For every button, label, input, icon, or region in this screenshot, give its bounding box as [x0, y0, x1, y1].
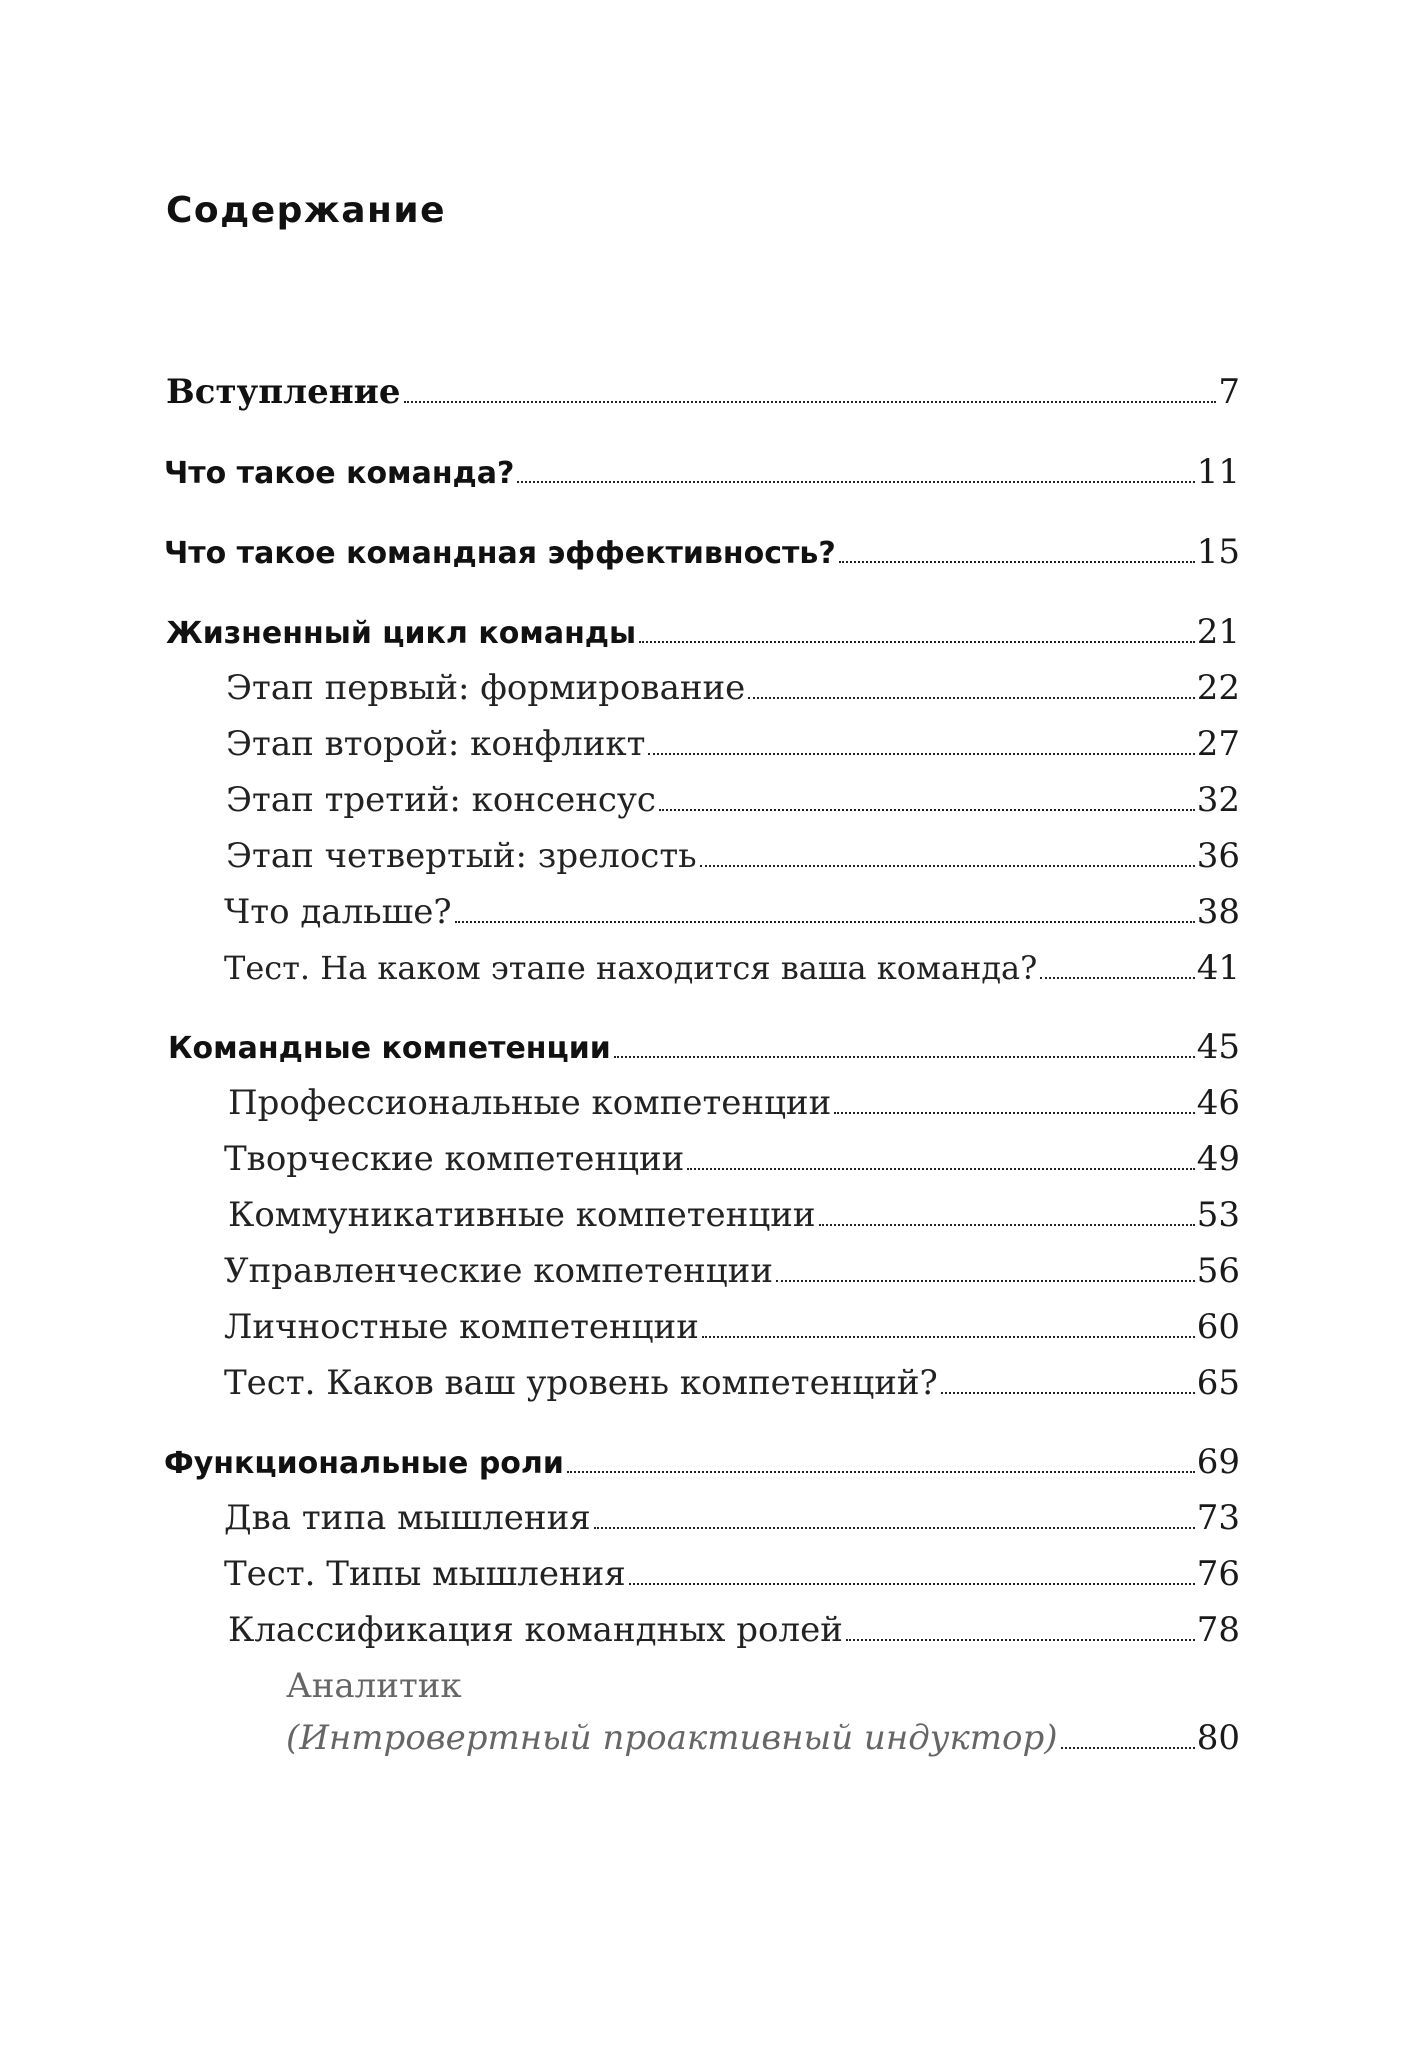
toc-entry-test-stage[interactable] [224, 948, 1240, 988]
toc-entry-page: 45 [1196, 1027, 1240, 1067]
toc-entry-label: Вступление [166, 372, 401, 412]
toc-entry-label: Два типа мышления [224, 1498, 591, 1538]
toc-entry-test-competencies[interactable] [224, 1363, 1240, 1403]
toc-entry-label: Что такое команда? [164, 456, 515, 491]
dot-leader [687, 1168, 1194, 1170]
toc-entry-label: Аналитик [286, 1666, 462, 1706]
toc-entry-page: 7 [1218, 372, 1240, 412]
toc-entry-page: 22 [1196, 668, 1240, 708]
dot-leader [567, 1471, 1195, 1473]
dot-leader [639, 641, 1195, 643]
toc-entry-personal[interactable] [224, 1307, 1240, 1347]
toc-entry-functional-roles[interactable] [164, 1442, 1240, 1482]
toc-entry-page: 76 [1196, 1554, 1240, 1594]
toc-entry-page: 32 [1196, 780, 1240, 820]
toc-entry-page: 65 [1196, 1363, 1240, 1403]
toc-entry-page: 15 [1196, 532, 1240, 572]
dot-leader [629, 1583, 1195, 1585]
toc-entry-page: 36 [1196, 836, 1240, 876]
toc-entry-page: 56 [1196, 1251, 1240, 1291]
toc-entry-page: 41 [1196, 948, 1240, 988]
toc-entry-page: 11 [1196, 452, 1240, 492]
toc-entry-analyst-title[interactable] [286, 1666, 462, 1706]
toc-entry-label: Что такое командная эффективность? [164, 536, 836, 571]
dot-leader [700, 865, 1195, 867]
dot-leader [648, 753, 1194, 755]
toc-entry-creative[interactable] [224, 1139, 1240, 1179]
toc-entry-page: 60 [1196, 1307, 1240, 1347]
dot-leader [834, 1112, 1194, 1114]
toc-entry-what-next[interactable] [224, 892, 1240, 932]
toc-entry-professional[interactable] [228, 1083, 1240, 1123]
toc-entry-label: Этап первый: формирование [226, 668, 746, 708]
toc-entry-label: Этап четвертый: зрелость [226, 836, 697, 876]
toc-entry-page: 27 [1196, 724, 1240, 764]
toc-entry-page: 69 [1196, 1442, 1240, 1482]
toc-entry-label: Что дальше? [224, 892, 452, 932]
dot-leader [659, 809, 1195, 811]
toc-entry-label: Коммуникативные компетенции [228, 1195, 816, 1235]
toc-entry-thinking-types[interactable] [224, 1498, 1240, 1538]
toc-entry-test-thinking[interactable] [224, 1554, 1240, 1594]
toc-entry-page: 46 [1196, 1083, 1240, 1123]
dot-leader [776, 1280, 1195, 1282]
dot-leader [839, 561, 1195, 563]
toc-entry-label: Тест. На каком этапе находится ваша команда? [224, 949, 1038, 987]
toc-entry-team-competencies[interactable] [168, 1027, 1240, 1067]
toc-entry-label: Тест. Типы мышления [224, 1554, 626, 1594]
toc-entry-label: Этап третий: консенсус [226, 780, 656, 820]
toc-entry-page: 49 [1196, 1139, 1240, 1179]
toc-entry-stage-maturity[interactable] [226, 836, 1240, 876]
toc-entry-page: 21 [1196, 612, 1240, 652]
toc-entry-page: 80 [1196, 1718, 1240, 1758]
toc-entry-page: 78 [1196, 1610, 1240, 1650]
dot-leader [1040, 977, 1194, 979]
dot-leader [748, 697, 1194, 699]
toc-entry-label: Управленческие компетенции [224, 1251, 773, 1291]
toc-entry-label: Творческие компетенции [224, 1139, 685, 1179]
toc-entry-label: Этап второй: конфликт [226, 724, 646, 764]
toc-entry-stage-conflict[interactable] [226, 724, 1240, 764]
dot-leader [455, 921, 1195, 923]
toc-entry-label: Функциональные роли [164, 1446, 564, 1481]
toc-entry-page: 38 [1196, 892, 1240, 932]
toc-entry-page: 53 [1196, 1195, 1240, 1235]
toc-entry-label: Классификация командных ролей [228, 1610, 843, 1650]
dot-leader [1061, 1747, 1195, 1749]
toc-entry-team-efficiency[interactable] [164, 532, 1240, 572]
page-title: Содержание [166, 190, 447, 231]
dot-leader [819, 1224, 1195, 1226]
dot-leader [702, 1336, 1195, 1338]
toc-entry-label: (Интровертный проактивный индуктор) [286, 1718, 1058, 1758]
toc-entry-label: Жизненный цикл команды [166, 616, 637, 651]
toc-entry-label: Профессиональные компетенции [228, 1083, 832, 1123]
dot-leader [404, 401, 1217, 403]
dot-leader [846, 1639, 1195, 1641]
toc-entry-what-is-team[interactable] [164, 452, 1240, 492]
toc-entry-stage-consensus[interactable] [226, 780, 1240, 820]
toc-entry-role-classification[interactable] [228, 1610, 1240, 1650]
dot-leader [594, 1527, 1195, 1529]
toc-entry-communicative[interactable] [228, 1195, 1240, 1235]
dot-leader [941, 1392, 1195, 1394]
toc-entry-label: Тест. Каков ваш уровень компетенций? [224, 1363, 938, 1403]
dot-leader [517, 481, 1194, 483]
dot-leader [614, 1056, 1195, 1058]
toc-entry-page: 73 [1196, 1498, 1240, 1538]
toc-entry-analyst[interactable] [286, 1718, 1240, 1758]
toc-entry-intro[interactable] [166, 372, 1240, 412]
toc-entry-stage-forming[interactable] [226, 668, 1240, 708]
toc-entry-label: Личностные компетенции [224, 1307, 699, 1347]
toc-entry-team-lifecycle[interactable] [166, 612, 1240, 652]
toc-entry-managerial[interactable] [224, 1251, 1240, 1291]
toc-entry-label: Командные компетенции [168, 1031, 611, 1066]
